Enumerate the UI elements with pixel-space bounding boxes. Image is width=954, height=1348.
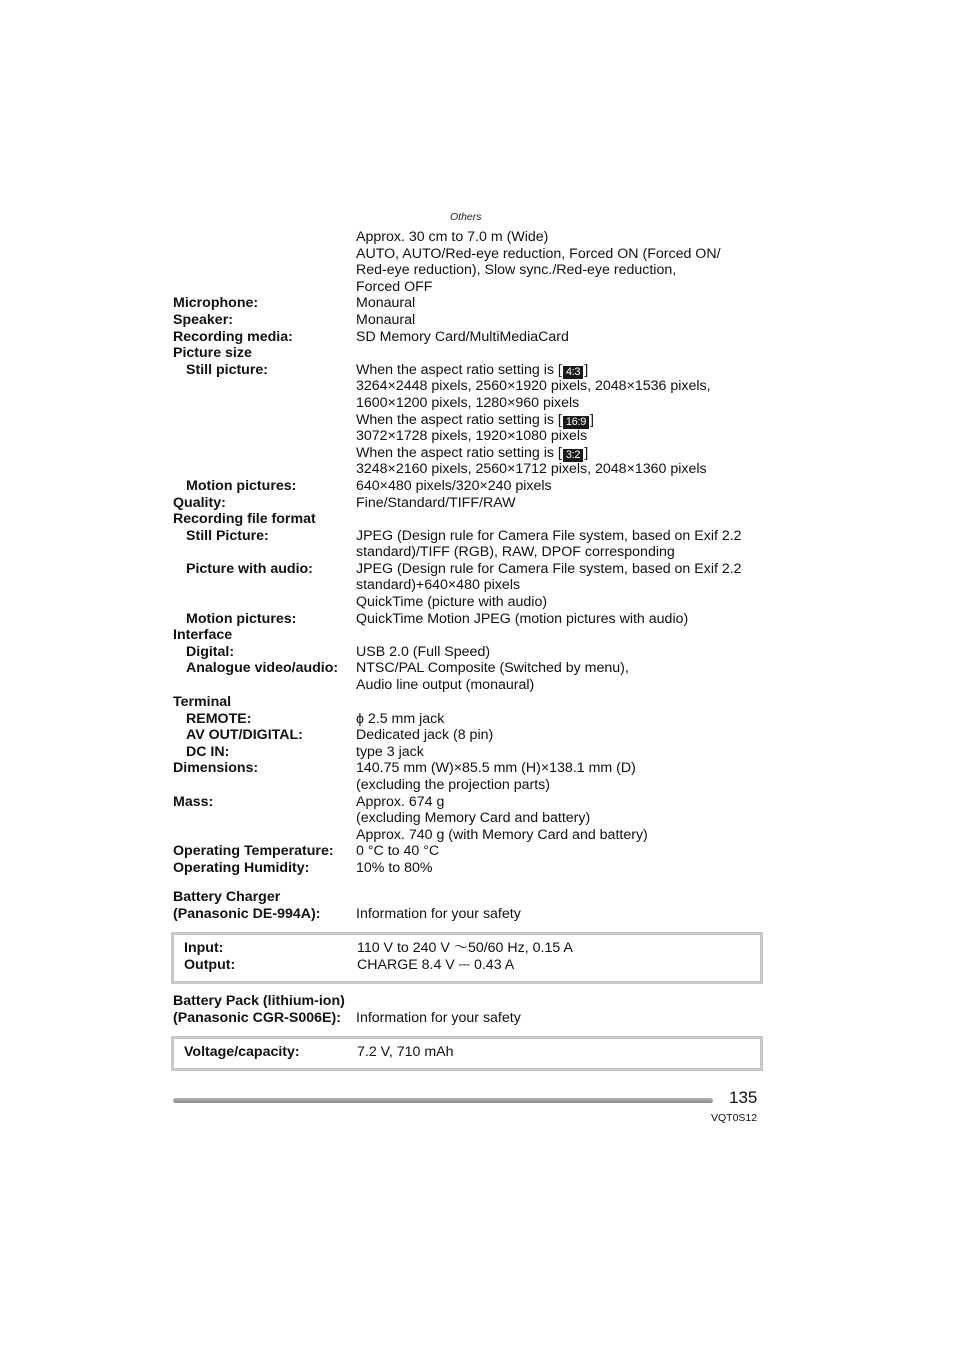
battery-pack-model: (Panasonic CGR-S006E): [173, 1009, 341, 1026]
spec-row [173, 760, 763, 777]
spec-label: Picture with audio: [186, 560, 313, 577]
spec-value: Red-eye reduction), Slow sync./Red-eye reduction, [356, 262, 677, 279]
spec-label: Recording file format [173, 511, 316, 528]
spec-row [173, 744, 763, 761]
footer-rule [173, 1098, 713, 1103]
spec-row [173, 445, 763, 462]
output-label: Output: [184, 956, 236, 973]
aspect-ratio-icon: 4:3 [563, 366, 583, 379]
spec-row [173, 312, 763, 329]
section-label: Others [450, 211, 482, 223]
spec-value: Fine/Standard/TIFF/RAW [356, 494, 516, 511]
battery-charger-model: (Panasonic DE-994A): [173, 905, 321, 922]
spec-value: 10% to 80% [356, 859, 433, 876]
voltage-capacity-label: Voltage/capacity: [184, 1044, 300, 1060]
battery-pack-heading [173, 993, 763, 1026]
spec-row [173, 660, 763, 677]
spec-value: Approx. 30 cm to 7.0 m (Wide) [356, 229, 549, 245]
spec-value: type 3 jack [356, 743, 424, 760]
spec-label: Mass: [173, 793, 214, 810]
spec-label: Motion pictures: [186, 610, 297, 627]
spec-value: When the aspect ratio setting is [ 3:2 ] [356, 444, 589, 461]
spec-label: REMOTE: [186, 710, 252, 727]
spec-row [173, 329, 763, 346]
spec-row [173, 594, 763, 611]
spec-list [173, 229, 763, 877]
spec-label: Operating Humidity: [173, 859, 310, 876]
spec-value: 0 °C to 40 °C [356, 843, 440, 860]
spec-value: standard)+640×480 pixels [356, 577, 521, 594]
spec-row [173, 412, 763, 429]
spec-row [173, 246, 763, 263]
spec-row [173, 627, 763, 644]
document-code: VQT0S12 [711, 1112, 758, 1124]
input-label: Input: [184, 940, 224, 956]
battery-pack-info: Information for your safety [356, 1009, 521, 1026]
spec-row [173, 794, 763, 811]
spec-row [173, 827, 763, 844]
battery-charger-label: Battery Charger [173, 889, 281, 905]
spec-value: Approx. 740 g (with Memory Card and battery) [356, 826, 648, 843]
spec-row [173, 561, 763, 578]
spec-label: Still picture: [186, 361, 268, 378]
spec-value: 3072×1728 pixels, 1920×1080 pixels [356, 428, 588, 445]
spec-value: (excluding the projection parts) [356, 776, 550, 793]
spec-row [173, 528, 763, 545]
spec-row [173, 395, 763, 412]
spec-value: 3264×2448 pixels, 2560×1920 pixels, 2048×1536 pixels, [356, 378, 711, 395]
spec-label: Operating Temperature: [173, 843, 334, 860]
battery-charger-heading [173, 889, 763, 922]
battery-charger-box [171, 932, 763, 984]
spec-value: USB 2.0 (Full Speed) [356, 643, 491, 660]
spec-row [173, 544, 763, 561]
spec-label: Terminal [173, 694, 232, 711]
spec-value: 140.75 mm (W)×85.5 mm (H)×138.1 mm (D) [356, 760, 636, 777]
spec-row [173, 478, 763, 495]
spec-row [173, 694, 763, 711]
spec-row [173, 860, 763, 877]
spec-value: NTSC/PAL Composite (Switched by menu), [356, 660, 629, 677]
spec-value: 3248×2160 pixels, 2560×1712 pixels, 2048×1360 pixels [356, 461, 707, 478]
spec-value: When the aspect ratio setting is [ 16:9 ] [356, 411, 594, 428]
spec-value: Audio line output (monaural) [356, 677, 535, 694]
spec-value: Monaural [356, 295, 416, 312]
spec-row [173, 495, 763, 512]
spec-value: JPEG (Design rule for Camera File system, based on Exif 2.2 [356, 560, 742, 577]
battery-charger-info: Information for your safety [356, 905, 521, 922]
spec-value: Monaural [356, 311, 416, 328]
spec-row [173, 810, 763, 827]
output-value: CHARGE 8.4 V ⎓ 0.43 A [357, 956, 515, 973]
spec-value: AUTO, AUTO/Red-eye reduction, Forced ON (Forced ON/ [356, 245, 721, 262]
spec-value: QuickTime (picture with audio) [356, 594, 548, 611]
page-number: 135 [729, 1088, 758, 1107]
spec-value: QuickTime Motion JPEG (motion pictures with audio) [356, 610, 689, 627]
spec-value: 1600×1200 pixels, 1280×960 pixels [356, 394, 580, 411]
spec-row [173, 279, 763, 296]
spec-row [173, 611, 763, 628]
aspect-ratio-icon: 3:2 [563, 449, 583, 462]
spec-value: Forced OFF [356, 278, 433, 295]
spec-value: Dedicated jack (8 pin) [356, 727, 494, 744]
spec-value: standard)/TIFF (RGB), RAW, DPOF corresponding [356, 544, 675, 561]
spec-row [173, 378, 763, 395]
spec-label: DC IN: [186, 743, 230, 760]
spec-value: ϕ 2.5 mm jack [356, 710, 445, 727]
spec-row [173, 711, 763, 728]
spec-label: Quality: [173, 494, 226, 511]
spec-row [173, 577, 763, 594]
spec-value: Approx. 674 g [356, 793, 445, 810]
spec-label: AV OUT/DIGITAL: [186, 727, 303, 744]
spec-row [173, 644, 763, 661]
spec-row [173, 345, 763, 362]
spec-label: Speaker: [173, 311, 233, 328]
spec-value: 640×480 pixels/320×240 pixels [356, 477, 552, 494]
spec-row [173, 461, 763, 478]
input-value: 110 V to 240 V ～50/60 Hz, 0.15 A [357, 940, 573, 956]
spec-row [173, 511, 763, 528]
spec-label: Interface [173, 627, 233, 644]
spec-row [173, 295, 763, 312]
spec-label: Microphone: [173, 295, 259, 312]
spec-row [173, 362, 763, 379]
spec-row [173, 777, 763, 794]
spec-label: Motion pictures: [186, 477, 297, 494]
voltage-capacity-value: 7.2 V, 710 mAh [357, 1044, 454, 1060]
spec-row [173, 428, 763, 445]
spec-row [173, 843, 763, 860]
spec-value: SD Memory Card/MultiMediaCard [356, 328, 569, 345]
spec-row [173, 262, 763, 279]
spec-row [173, 727, 763, 744]
spec-value: (excluding Memory Card and battery) [356, 810, 591, 827]
spec-value: JPEG (Design rule for Camera File system, based on Exif 2.2 [356, 527, 742, 544]
spec-value: When the aspect ratio setting is [ 4:3 ] [356, 361, 589, 378]
spec-label: Picture size [173, 345, 252, 362]
battery-pack-label: Battery Pack (lithium-ion) [173, 993, 345, 1009]
battery-pack-box [171, 1036, 763, 1071]
spec-label: Still Picture: [186, 527, 269, 544]
spec-label: Dimensions: [173, 760, 259, 777]
aspect-ratio-icon: 16:9 [563, 416, 589, 429]
spec-row [173, 229, 763, 246]
spec-label: Digital: [186, 643, 235, 660]
spec-label: Analogue video/audio: [186, 660, 339, 677]
spec-label: Recording media: [173, 328, 293, 345]
spec-row [173, 677, 763, 694]
